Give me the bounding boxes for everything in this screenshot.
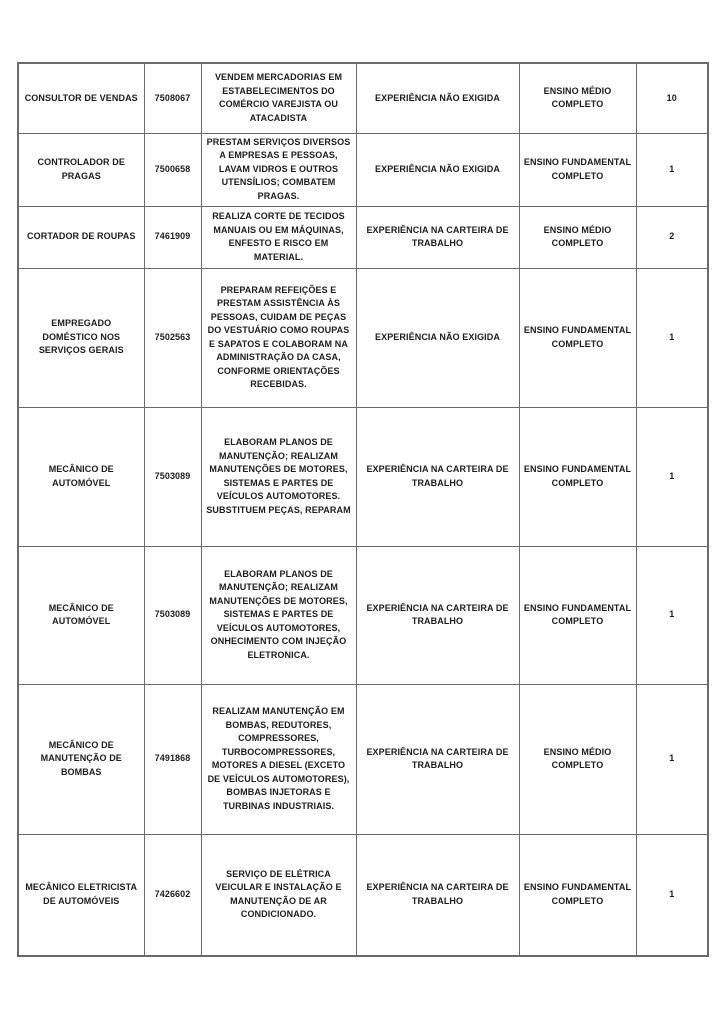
code-cell: 7508067 [144, 63, 201, 133]
occupation-cell: EMPREGADO DOMÉSTICO NOS SERVIÇOS GERAIS [18, 268, 144, 407]
description-cell: ELABORAM PLANOS DE MANUTENÇÃO; REALIZAM MANUTENÇÕES DE MOTORES, SISTEMAS E PARTES DE VEÍCULOS AUTOMOTORES, ONHECIMENTO COM INJEÇÃO ELETRONICA. [201, 546, 356, 684]
occupation-cell: MECÂNICO DE AUTOMÓVEL [18, 407, 144, 546]
code-cell: 7503089 [144, 407, 201, 546]
table-row [18, 834, 708, 956]
occupation-cell: MECÂNICO DE MANUTENÇÃO DE BOMBAS [18, 684, 144, 834]
code-cell: 7491868 [144, 684, 201, 834]
job-vacancies-table [17, 62, 709, 957]
table-row [18, 268, 708, 407]
education-cell: ENSINO FUNDAMENTAL COMPLETO [519, 268, 636, 407]
vacancies-count-cell: 1 [636, 546, 708, 684]
occupation-cell: MECÂNICO DE AUTOMÓVEL [18, 546, 144, 684]
experience-cell: EXPERIÊNCIA NA CARTEIRA DE TRABALHO [356, 546, 519, 684]
description-cell: REALIZA CORTE DE TECIDOS MANUAIS OU EM MÁQUINAS, ENFESTO E RISCO EM MATERIAL. [201, 206, 356, 268]
vacancies-count-cell: 1 [636, 268, 708, 407]
occupation-cell: MECÂNICO ELETRICISTA DE AUTOMÓVEIS [18, 834, 144, 956]
experience-cell: EXPERIÊNCIA NÃO EXIGIDA [356, 133, 519, 206]
code-cell: 7461909 [144, 206, 201, 268]
vacancies-count-cell: 10 [636, 63, 708, 133]
code-cell: 7426602 [144, 834, 201, 956]
description-cell: PREPARAM REFEIÇÕES E PRESTAM ASSISTÊNCIA ÀS PESSOAS, CUIDAM DE PEÇAS DO VESTUÁRIO COMO ROUPAS E SAPATOS E COLABORAM NA ADMINISTRAÇÃO DA CASA, CONFORME ORIENTAÇÕES RECEBIDAS. [201, 268, 356, 407]
table-row [18, 546, 708, 684]
vacancies-count-cell: 1 [636, 133, 708, 206]
experience-cell: EXPERIÊNCIA NÃO EXIGIDA [356, 63, 519, 133]
occupation-cell: CONSULTOR DE VENDAS [18, 63, 144, 133]
description-cell: SERVIÇO DE ELÉTRICA VEICULAR E INSTALAÇÃO E MANUTENÇÃO DE AR CONDICIONADO. [201, 834, 356, 956]
table-row [18, 206, 708, 268]
experience-cell: EXPERIÊNCIA NA CARTEIRA DE TRABALHO [356, 206, 519, 268]
education-cell: ENSINO FUNDAMENTAL COMPLETO [519, 834, 636, 956]
education-cell: ENSINO MÉDIO COMPLETO [519, 684, 636, 834]
vacancies-count-cell: 2 [636, 206, 708, 268]
description-cell: ELABORAM PLANOS DE MANUTENÇÃO; REALIZAM MANUTENÇÕES DE MOTORES, SISTEMAS E PARTES DE VEÍCULOS AUTOMOTORES. SUBSTITUEM PEÇAS, REPARAM [201, 407, 356, 546]
experience-cell: EXPERIÊNCIA NA CARTEIRA DE TRABALHO [356, 684, 519, 834]
description-cell: VENDEM MERCADORIAS EM ESTABELECIMENTOS DO COMÉRCIO VAREJISTA OU ATACADISTA [201, 63, 356, 133]
vacancies-count-cell: 1 [636, 834, 708, 956]
education-cell: ENSINO FUNDAMENTAL COMPLETO [519, 133, 636, 206]
description-cell: REALIZAM MANUTENÇÃO EM BOMBAS, REDUTORES, COMPRESSORES, TURBOCOMPRESSORES, MOTORES A DIESEL (EXCETO DE VEÍCULOS AUTOMOTORES), BOMBAS INJETORAS E TURBINAS INDUSTRIAIS. [201, 684, 356, 834]
experience-cell: EXPERIÊNCIA NA CARTEIRA DE TRABALHO [356, 834, 519, 956]
table-row [18, 684, 708, 834]
education-cell: ENSINO MÉDIO COMPLETO [519, 63, 636, 133]
table-row [18, 407, 708, 546]
education-cell: ENSINO FUNDAMENTAL COMPLETO [519, 407, 636, 546]
code-cell: 7503089 [144, 546, 201, 684]
vacancies-count-cell: 1 [636, 407, 708, 546]
table-row [18, 133, 708, 206]
experience-cell: EXPERIÊNCIA NA CARTEIRA DE TRABALHO [356, 407, 519, 546]
code-cell: 7500658 [144, 133, 201, 206]
code-cell: 7502563 [144, 268, 201, 407]
occupation-cell: CORTADOR DE ROUPAS [18, 206, 144, 268]
description-cell: PRESTAM SERVIÇOS DIVERSOS A EMPRESAS E PESSOAS, LAVAM VIDROS E OUTROS UTENSÍLIOS; COMBATEM PRAGAS. [201, 133, 356, 206]
vacancies-count-cell: 1 [636, 684, 708, 834]
education-cell: ENSINO FUNDAMENTAL COMPLETO [519, 546, 636, 684]
experience-cell: EXPERIÊNCIA NÃO EXIGIDA [356, 268, 519, 407]
education-cell: ENSINO MÉDIO COMPLETO [519, 206, 636, 268]
table-row [18, 63, 708, 133]
occupation-cell: CONTROLADOR DE PRAGAS [18, 133, 144, 206]
